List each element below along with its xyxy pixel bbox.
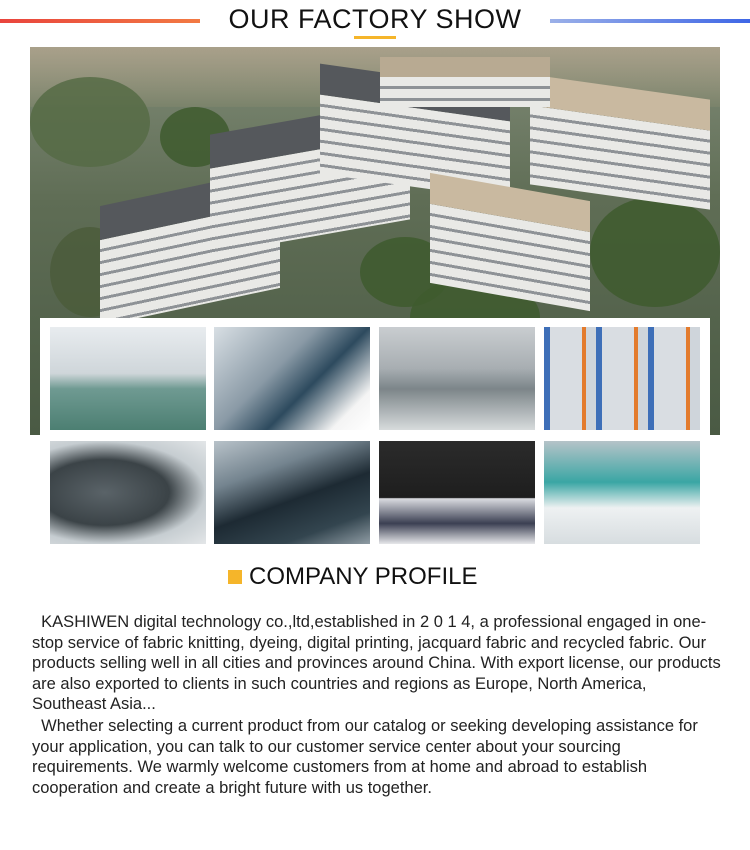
dyeing-vat-photo — [50, 441, 206, 544]
section-header — [0, 0, 750, 45]
jacquard-machine-photo — [544, 441, 700, 544]
profile-paragraph-2-text: Whether selecting a current product from our catalog or seeking developing assistance for your application, you can talk to our customer service center about your sourcing requirements. We warmly welcome customers from at home and abroad to establish cooperation and create a bright future with us together. — [32, 717, 698, 797]
fabric-storage-racks-photo — [544, 327, 700, 430]
workshop-hall-photo — [379, 327, 535, 430]
digital-print-fabric-photo — [379, 441, 535, 544]
fabric-rolling-machine-photo — [214, 441, 370, 544]
profile-paragraph-1 — [32, 612, 722, 715]
company-profile-title: COMPANY PROFILE — [249, 563, 478, 590]
section-title: OUR FACTORY SHOW — [228, 4, 522, 34]
square-bullet-icon — [228, 570, 242, 584]
profile-paragraph-2 — [32, 716, 722, 798]
title-underline — [354, 36, 396, 39]
printing-line-photo — [214, 327, 370, 430]
knitting-machines-photo — [50, 327, 206, 430]
header-line-right — [550, 19, 750, 23]
profile-paragraph-1-text: KASHIWEN digital technology co.,ltd,established in 2 0 1 4, a professional engaged in one-stop service of fabric knitting, dyeing, digital printing, jacquard fabric and recycled fabric. Our products selling well in all cities and provinces around China. With export license, our products are also exported to clients in such countries and regions as Europe, North America, Southeast Asia... — [32, 613, 721, 713]
